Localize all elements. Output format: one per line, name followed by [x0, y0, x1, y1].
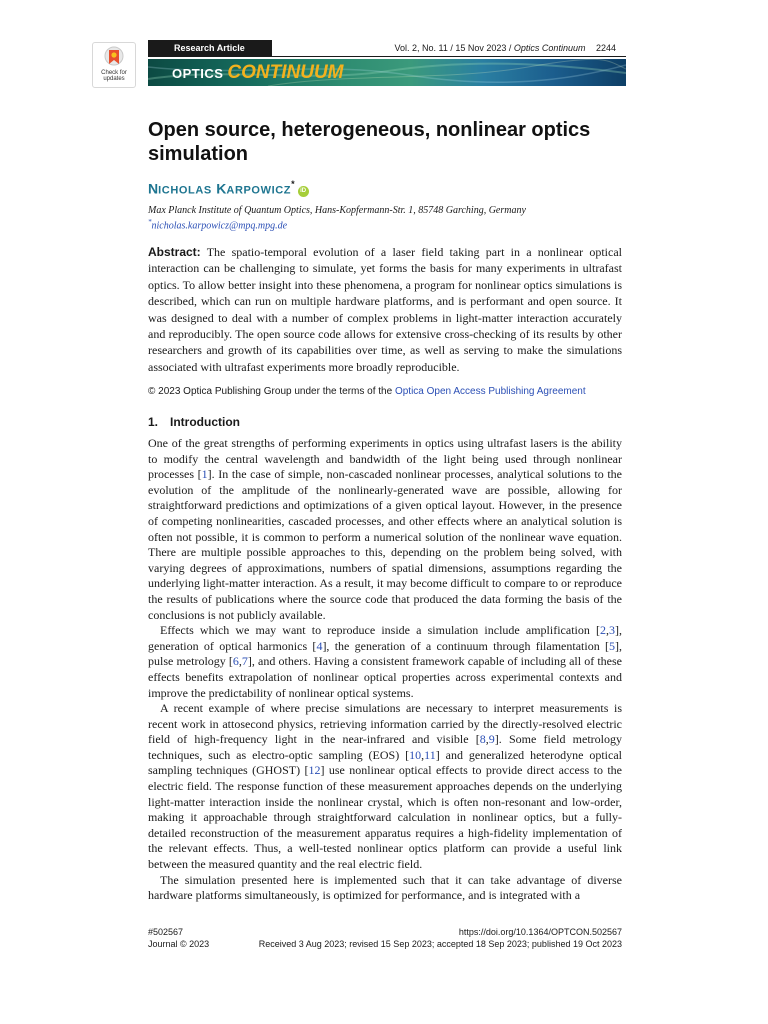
- section-heading: [148, 415, 240, 429]
- check-for-updates-badge[interactable]: [92, 42, 136, 88]
- citation-link[interactable]: 7: [241, 654, 248, 669]
- citation-line: [394, 40, 616, 56]
- body-text: [148, 436, 622, 904]
- affiliation: Max Planck Institute of Quantum Optics, Hans-Kopfermann-Str. 1, 85748 Garching, Germany: [148, 205, 526, 216]
- author-last-rest: ARPOWICZ: [226, 184, 292, 197]
- citation-link[interactable]: 3: [609, 623, 615, 638]
- paragraph-2: [148, 623, 622, 701]
- text-run: ,: [238, 654, 242, 669]
- manuscript-id: #502567: [148, 927, 184, 937]
- journal-copyright: Journal © 2023: [148, 938, 210, 949]
- journal-name: Optics Continuum: [513, 43, 586, 53]
- text-run: ], generation of optical harmonics [: [148, 623, 622, 653]
- citation-link[interactable]: 2: [600, 623, 606, 638]
- logo-word-continuum: CONTINUUM: [227, 62, 344, 83]
- volume-issue: Vol. 2, No. 11 / 15 Nov 2023 /: [394, 43, 512, 53]
- citation-link[interactable]: 11: [424, 747, 436, 762]
- badge-line-1: Check for: [101, 70, 127, 76]
- abstract-label: Abstract:: [148, 245, 201, 259]
- text-run: ], the generation of a continuum through filamentation [: [322, 638, 609, 653]
- doi-link[interactable]: https://doi.org/10.1364/OPTCON.502567: [458, 927, 622, 937]
- section-title: Introduction: [170, 415, 240, 429]
- paragraph-1: [148, 436, 622, 623]
- text-run: ]. Some field metrology techniques, such as electro-optic sampling (EOS) [: [148, 732, 623, 762]
- section-number: 1.: [148, 415, 159, 429]
- text-run: A recent example of where precise simulations are necessary to interpret measurements is recent work in attosecond physics, retrieving information carried by the directly-resolved electric field of high-frequency light in the near-infrared and visible [: [148, 701, 622, 747]
- author-first-initial: N: [148, 180, 159, 197]
- text-run: ]. In the case of simple, non-cascaded nonlinear processes, analytical solutions to the evolution of the amplitude of the nonlinearly-generated wave are possible, allowing for straightforward predictions and optimizations of a given optical layout. However, in the presence of competing nonlinearities, cascaded processes, and other effects where an analytical solution is often not possible, it is common to perform a numerical solution of the nonlinear wave equation. There are multiple possible approaches to this, depending on the problem being solved, with varying degrees of approximations, numbers of spatial dimensions, assumptions regarding the underlying light-matter interaction. As a result, it may become difficult to compare to or reproduce the results of publications where the source code that produced the data forming the basis of the conclusions is not publicly available.: [148, 467, 622, 622]
- citation-link[interactable]: 10: [409, 747, 422, 762]
- text-run: ], pulse metrology [: [148, 638, 622, 669]
- author-line: [148, 179, 309, 198]
- banner-logo: [172, 62, 344, 84]
- paragraph-3: [148, 701, 622, 873]
- footer-right: [259, 927, 622, 950]
- text-run: ,: [485, 732, 489, 747]
- orcid-icon[interactable]: iD: [298, 186, 309, 197]
- copyright-text: © 2023 Optica Publishing Group under the terms of the: [148, 386, 393, 397]
- author-mark: *: [291, 179, 295, 189]
- author-email[interactable]: [148, 217, 287, 231]
- abstract-text: The spatio-temporal evolution of a laser field taking part in a nonlinear optical interaction can be challenging to simulate, yet forms the basis for many experiments in ultrafast optics. To allow better insight into these phenomena, a program for nonlinear optics simulations is described, which can run on multiple hardware platforms, and is performant and open source. It was designed to deal with a number of complex problems in light-matter interaction accurately and reproducibly. The open source code allows for extensive cross-checking of its results by other researchers and growth of its capabilities over time, as well as serving to make the simulations associated with ultrafast experiments more broadly reproducible.: [148, 245, 622, 374]
- text-run: ,: [421, 747, 425, 762]
- text-run: ], and others. Having a consistent framework capable of including all of these effects benefits extrapolation of nonlinear optical properties across experimental contexts and improve the predictability of nonlinear optical systems.: [148, 654, 623, 700]
- paper-title: Open source, heterogeneous, nonlinear optics simulation: [148, 119, 591, 165]
- journal-banner: [148, 59, 626, 86]
- citation-link[interactable]: 1: [201, 467, 208, 482]
- badge-line-2: updates: [103, 76, 125, 82]
- citation-link[interactable]: 6: [232, 654, 239, 669]
- text-run: ] and generalized heterodyne optical sampling techniques (GHOST) [: [148, 747, 622, 778]
- email-address: nicholas.karpowicz@mpq.mpg.de: [151, 220, 288, 232]
- citation-link[interactable]: 4: [316, 638, 323, 653]
- text-run: One of the great strengths of performing experiments in optics using ultrafast lasers is the ability to modify the central wavelength and bandwidth of the light being used through nonlinear processes [: [148, 436, 622, 482]
- author-last-initial: K: [216, 180, 227, 197]
- citation-link[interactable]: 9: [488, 732, 495, 747]
- page-number: 2244: [595, 43, 616, 53]
- footer-left: [148, 927, 209, 950]
- email-mark: *: [148, 218, 152, 226]
- publication-history: Received 3 Aug 2023; revised 15 Sep 2023; accepted 18 Sep 2023; published 19 Oct 2023: [258, 938, 622, 949]
- text-run: ] use nonlinear optical effects to provide direct access to the electric field. The response function of these measurement approaches depends on the underlying light-matter interaction inside the nonlinear crystal, which is often non-resonant and low-order, making it approachable through straightforward calculation in nonlinear optics, but a fully-detailed reconstruction of the measurement apparatus requires a high-fidelity implementation of the relevant effects. Thus, a well-tested nonlinear optics platform can provide a useful link between the measured quantity and the real electric field.: [148, 763, 622, 872]
- bookmark-ribbon-icon: [103, 46, 125, 70]
- logo-word-optics: OPTICS: [172, 66, 224, 81]
- citation-link[interactable]: 12: [308, 763, 321, 778]
- article-type-tag: Research Article: [148, 40, 272, 56]
- open-access-link[interactable]: Optica Open Access Publishing Agreement: [394, 386, 586, 397]
- copyright-line: [148, 386, 586, 398]
- journal-header: [148, 40, 626, 57]
- citation-link[interactable]: 8: [479, 732, 486, 747]
- text-run: Effects which we may want to reproduce inside a simulation include amplification [: [160, 623, 600, 638]
- text-run: ,: [606, 623, 609, 638]
- paragraph-4: The simulation presented here is implemented such that it can take advantage of diverse hardware platforms simultaneously, is optimized for performance, and is integrated with a: [148, 872, 622, 903]
- citation-link[interactable]: 5: [609, 638, 615, 653]
- abstract: [148, 244, 622, 375]
- author-first-rest: ICHOLAS: [158, 184, 212, 197]
